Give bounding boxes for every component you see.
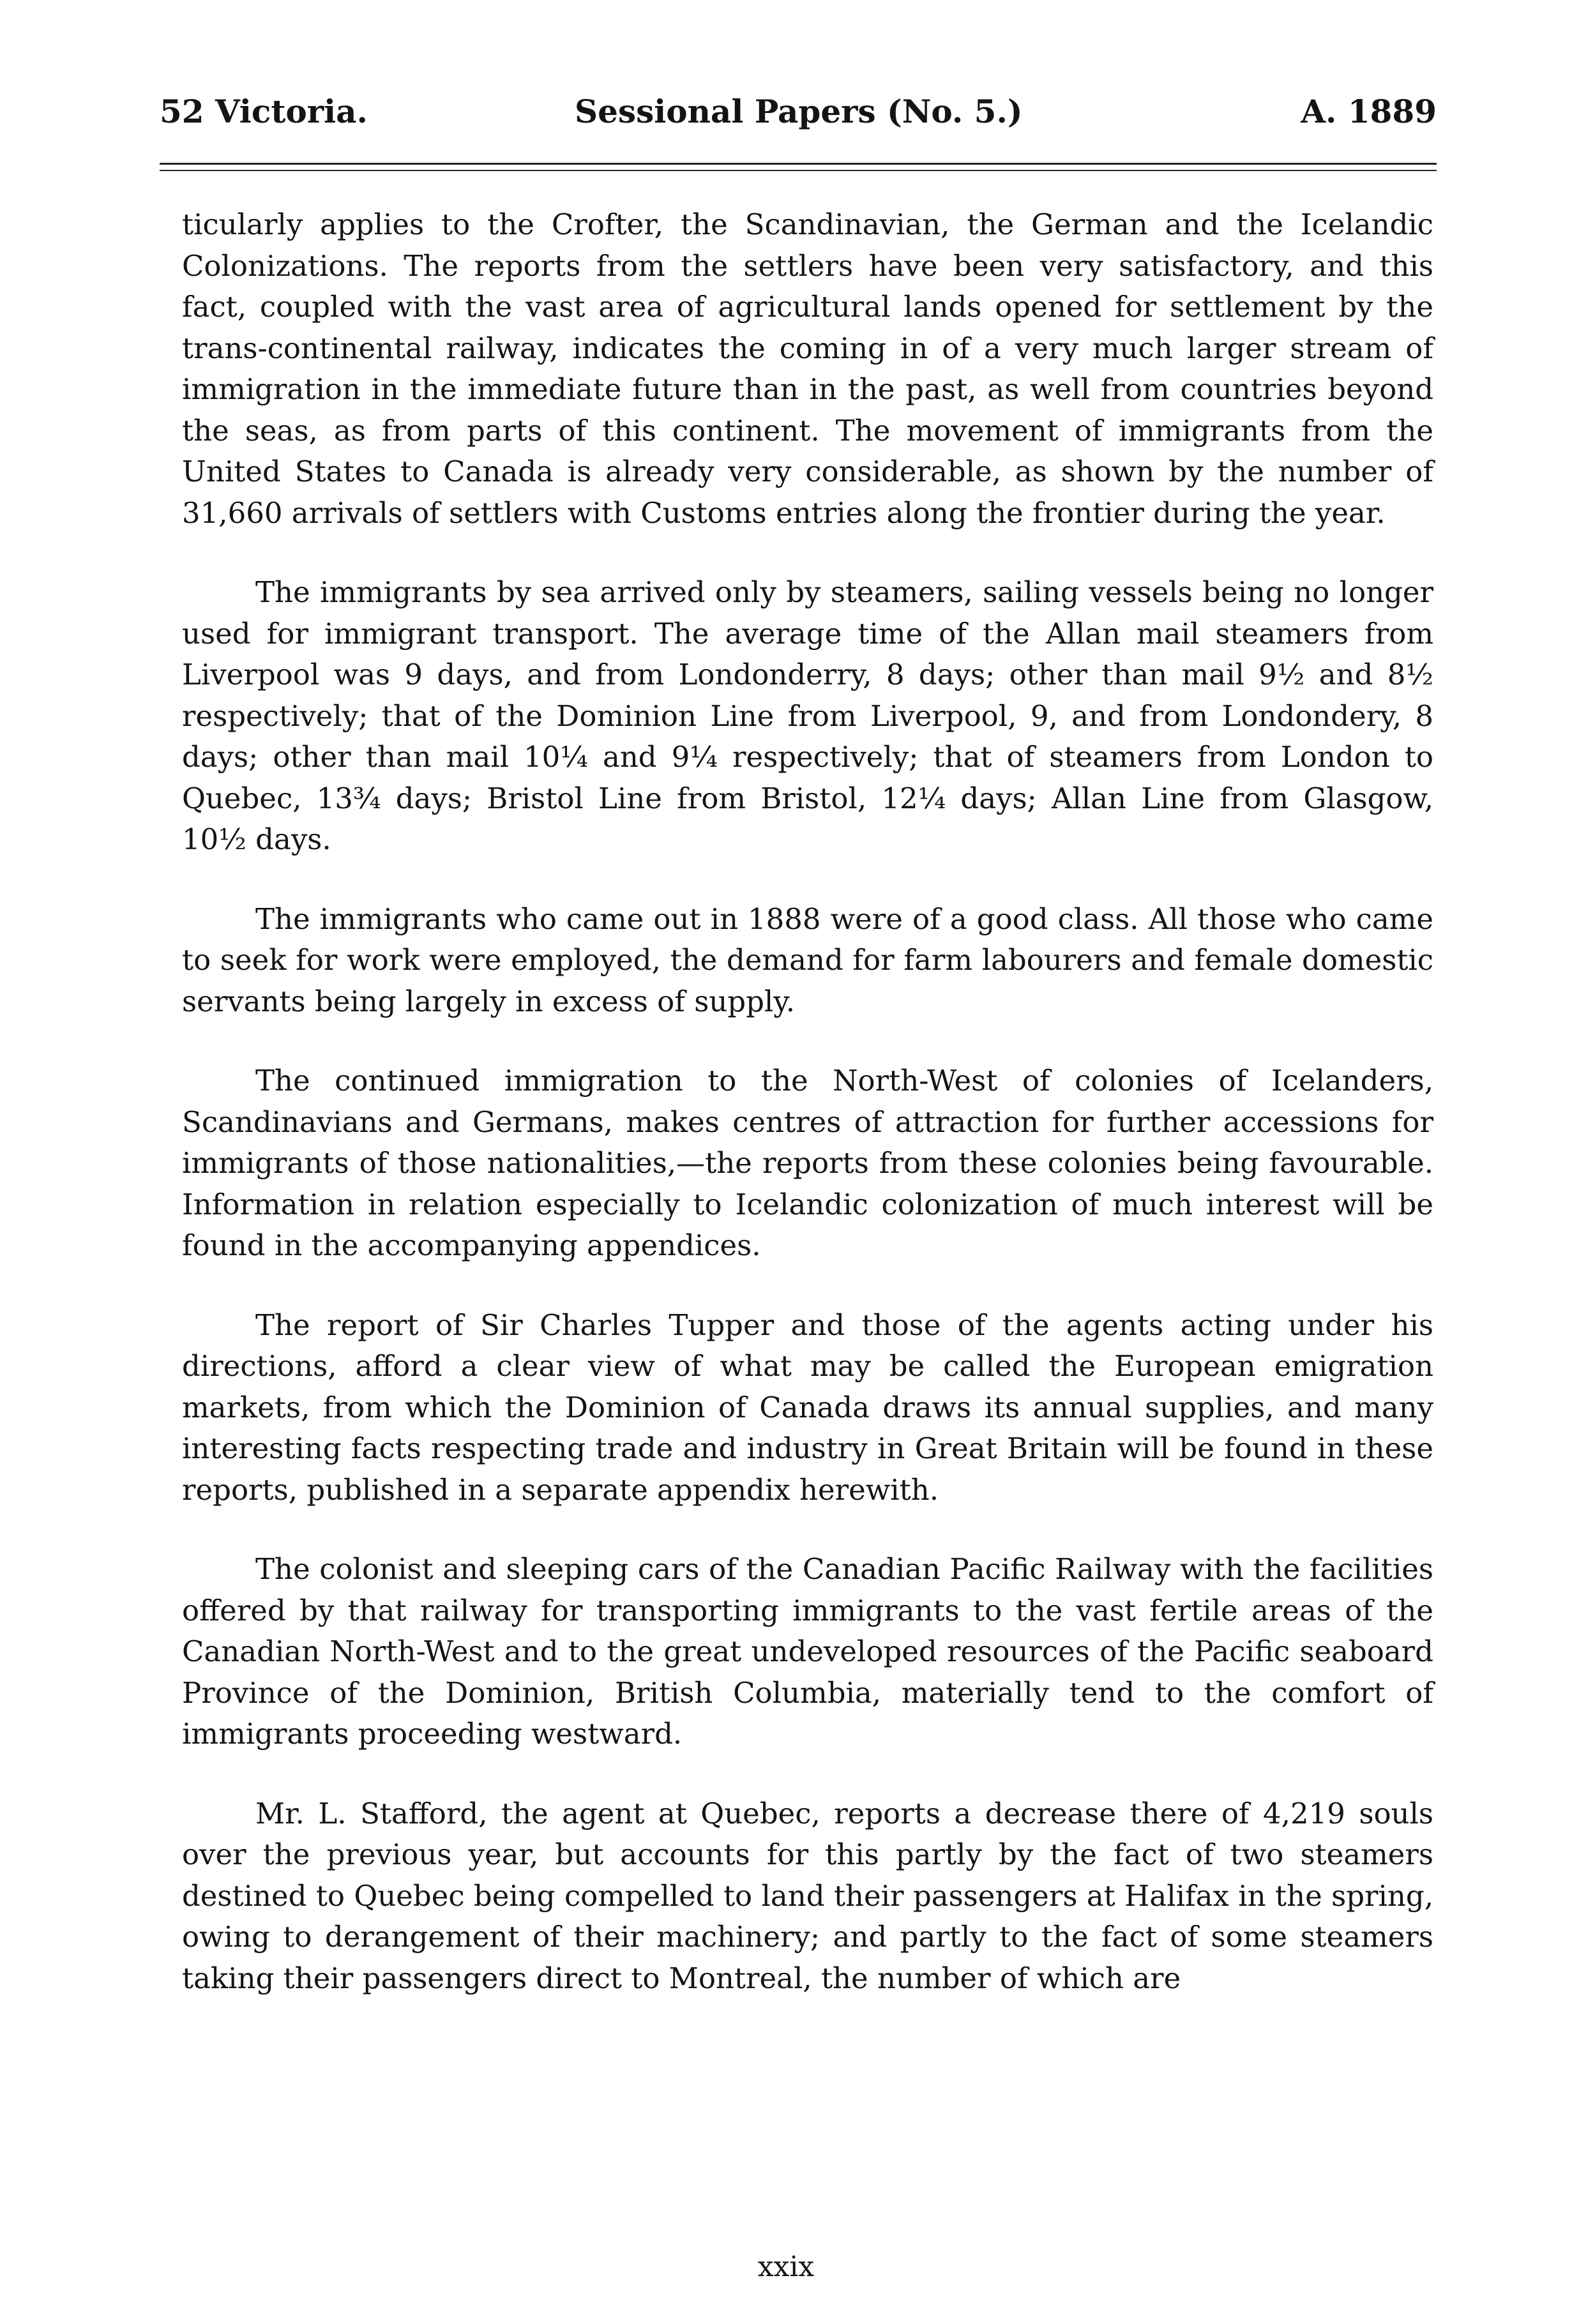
header-rule-bottom xyxy=(160,170,1437,171)
paragraph-immigrant-class: The immigrants who came out in 1888 were of a good class. All those who came to seek for work were employed, the demand for farm labourers and female domestic servants being largely in excess of supply. xyxy=(182,902,1433,1018)
paragraph-continued: ticularly applies to the Crofter, the Scandinavian, the German and the Icelandic Colonizations. The reports from the settlers have been very satisfactory, and this fact, coupled with the vast area of agricultural lands opened for settlement by the trans-continental railway, indicates the coming in of a very much larger stream of immigration in the immediate future than in the past, as well from countries beyond the seas, as from parts of this continent. The movement of immigrants from the United States to Canada is already very considerable, as shown by the number of 31,660 arrivals of settlers with Customs entries along the frontier during the year. xyxy=(182,207,1433,530)
paragraph-sea-arrivals: The immigrants by sea arrived only by steamers, sailing vessels being no longer used for immigrant transport. The average time of the Allan mail steamers from Liverpool was 9 days, and from Londonderry, 8 days; other than mail 9½ and 8½ respectively; that of the Dominion Line from Liverpool, 9, and from Londondery, 8 days; other than mail 10¼ and 9¼ respectively; that of steamers from London to Quebec, 13¾ days; Bristol Line from Bristol, 12¼ days; Allan Line from Glasgow, 10½ days. xyxy=(182,575,1433,856)
running-head-volume: 52 Victoria. xyxy=(160,93,368,130)
paragraph-tupper-report: The report of Sir Charles Tupper and those of the agents acting under his directions, afford a clear view of what may be called the European emigration markets, from which the Dominion of Canada draws its annual supplies, and many interesting facts respecting trade and industry in Great Britain will be found in these reports, published in a separate appendix herewith. xyxy=(182,1308,1433,1507)
header-rule-top xyxy=(160,163,1437,165)
paragraph-north-west-colonies: The continued immigration to the North-West of colonies of Icelanders, Scandinavians and Germans, makes centres of attraction for further accessions for immigrants of those nationalities,—the reports from these colonies being favourable. Information in relation especially to Icelandic colonization of much interest will be found in the accompanying appendices. xyxy=(182,1064,1433,1262)
running-head-title: Sessional Papers (No. 5.) xyxy=(575,93,1023,130)
paragraph-quebec-agent: Mr. L. Stafford, the agent at Quebec, reports a decrease there of 4,219 souls over the previous year, but accounts for this partly by the fact of two steamers destined to Quebec being compelled to land their passengers at Halifax in the spring, owing to derangement of their machinery; and partly to the fact of some steamers taking their passengers direct to Montreal, the number of which are xyxy=(182,1796,1433,1995)
page-number: xxix xyxy=(757,2251,815,2283)
paragraph-colonist-cars: The colonist and sleeping cars of the Canadian Pacific Railway with the facilities offered by that railway for transporting immigrants to the vast fertile areas of the Canadian North-West and to the great undeveloped resources of the Pacific seaboard Province of the Dominion, British Columbia, materially tend to the comfort of immigrants proceeding westward. xyxy=(182,1552,1433,1751)
body-text xyxy=(182,204,1433,2037)
running-head xyxy=(160,86,1437,137)
running-head-year: A. 1889 xyxy=(1301,93,1437,130)
